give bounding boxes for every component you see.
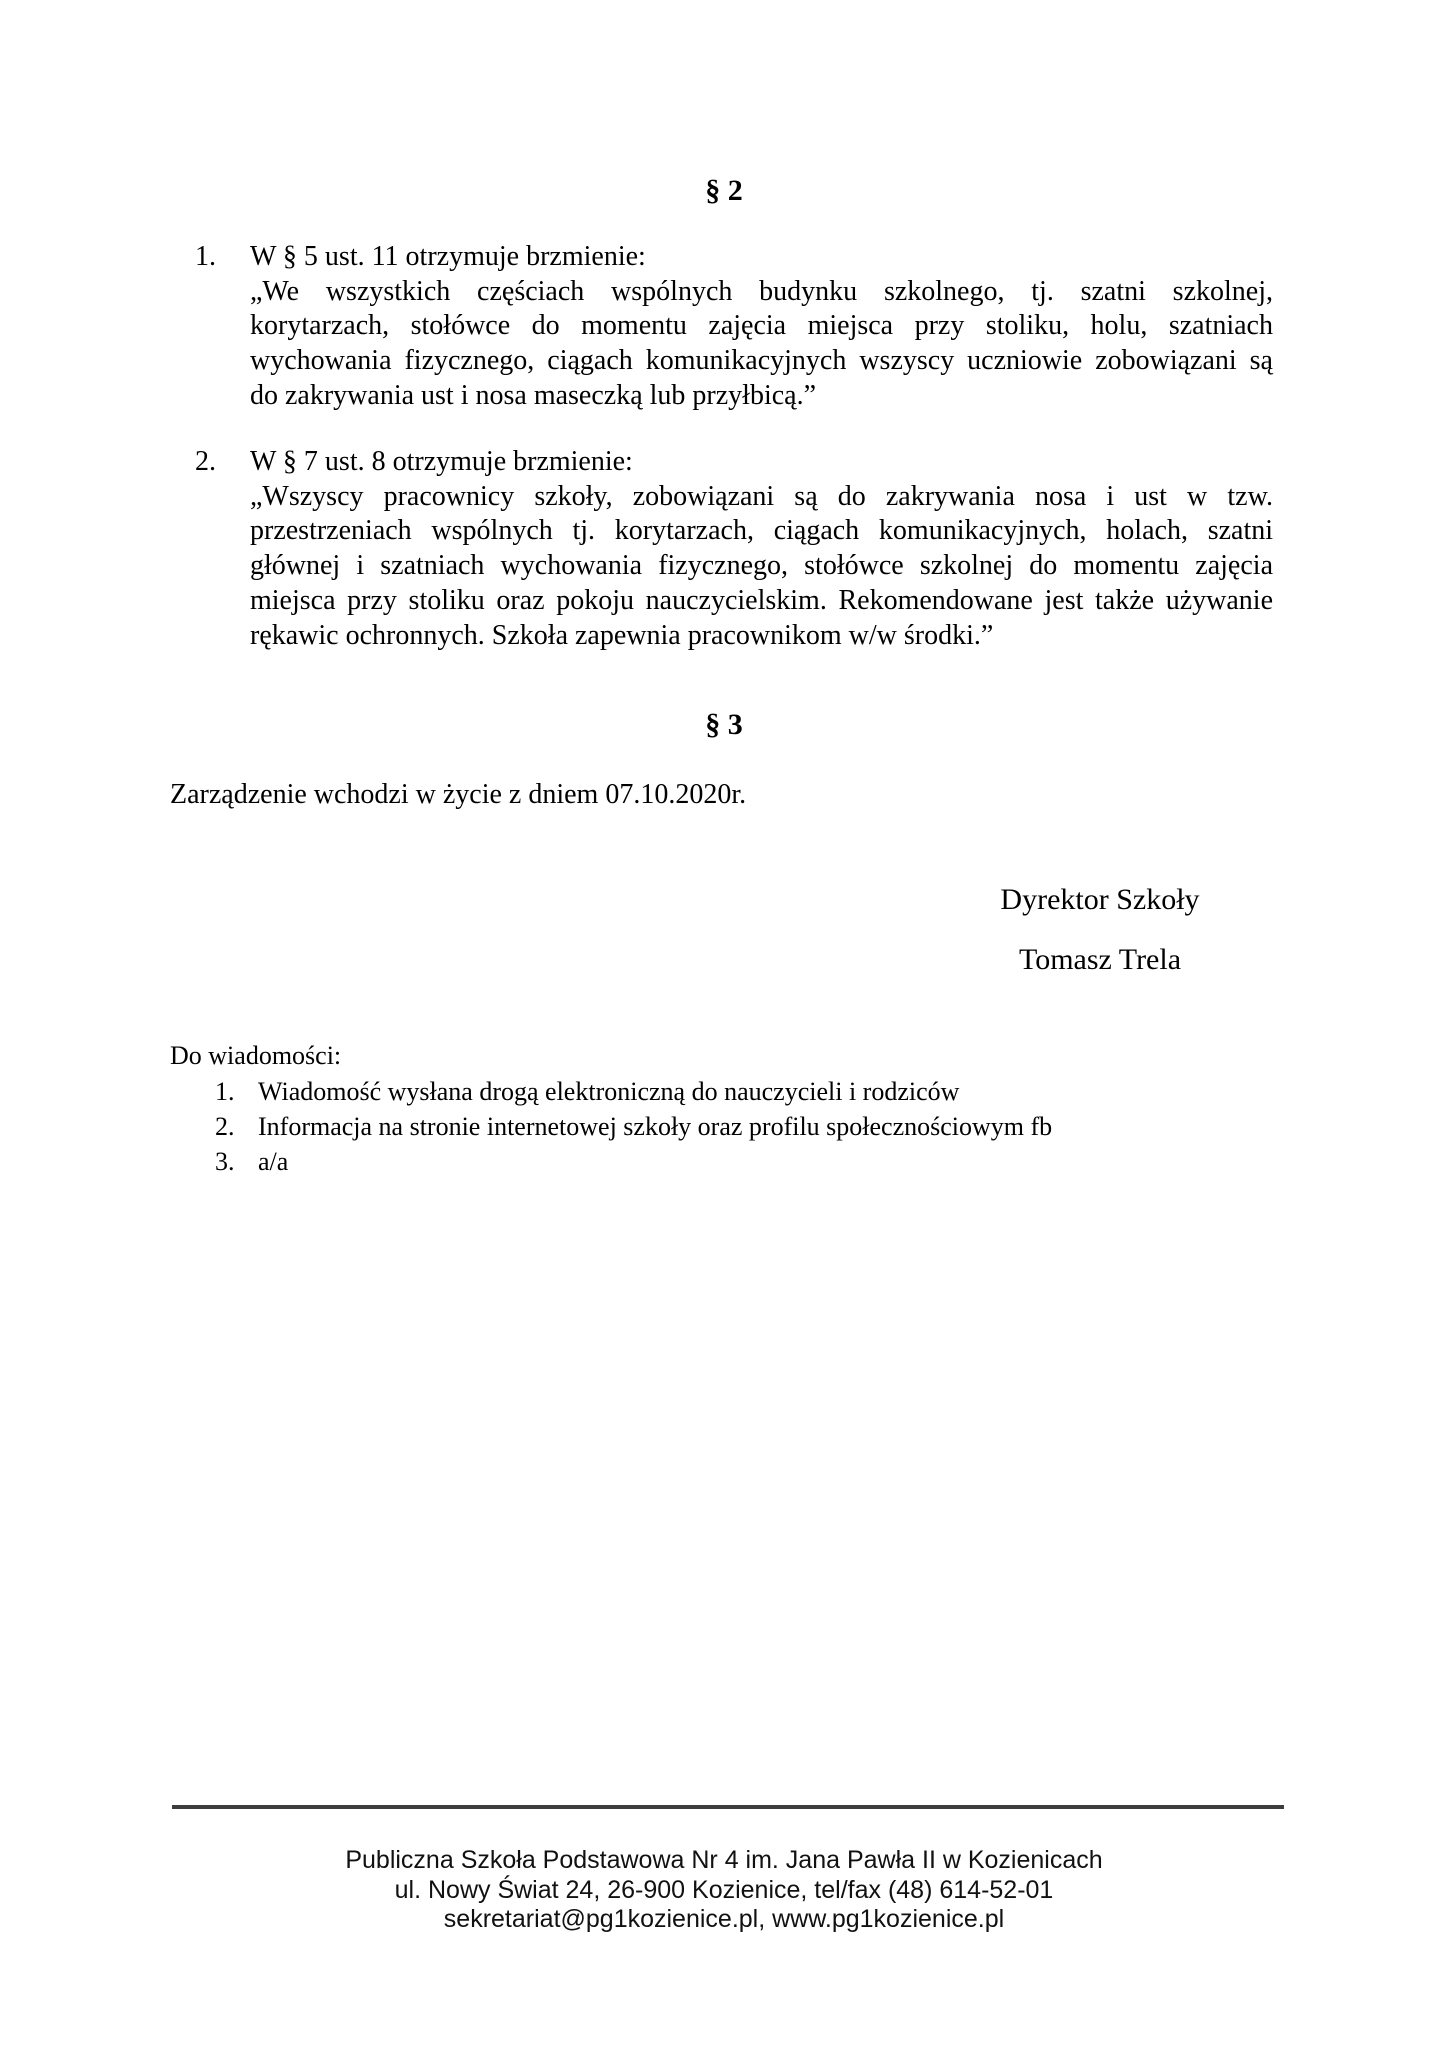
distribution-item-3-text: a/a — [258, 1147, 289, 1176]
item-2-quote-line: rękawic ochronnych. Szkoła zapewnia pracownikom w/w środki.” — [250, 619, 994, 651]
footer — [0, 1846, 1448, 1935]
distribution-label: Do wiadomości: — [170, 1041, 342, 1070]
item-2-lead: W § 7 ust. 8 otrzymuje brzmienie: — [250, 446, 633, 477]
item-2-quote-line: przestrzeniach wspólnych tj. korytarzach, ciągach komunikacyjnych, holach, szatni — [250, 515, 1273, 547]
item-2-number: 2. — [195, 446, 216, 477]
footer-address-phone: ul. Nowy Świat 24, 26-900 Kozienice, tel/fax (48) 614-52-01 — [394, 1875, 1054, 1904]
distribution-item-1-number: 1. — [215, 1077, 235, 1106]
distribution-item-2-text: Informacja na stronie internetowej szkoły oraz profilu społecznościowym fb — [258, 1112, 1053, 1141]
item-1-quote-line: wychowania fizycznego, ciągach komunikacyjnych wszyscy uczniowie zobowiązani są — [250, 345, 1273, 377]
item-2-body — [250, 445, 1273, 653]
item-1-quote-line: do zakrywania ust i nosa maseczką lub przyłbicą.” — [250, 379, 817, 411]
item-2-quote-line: „Wszyscy pracownicy szkoły, zobowiązani są do zakrywania nosa i ust w tzw. — [250, 480, 1273, 512]
item-1-lead: W § 5 ust. 11 otrzymuje brzmienie: — [250, 241, 646, 272]
item-1-body — [250, 240, 1273, 414]
distribution-item-3-number: 3. — [215, 1147, 235, 1176]
distribution-item-1-text: Wiadomość wysłana drogą elektroniczną do nauczycieli i rodziców — [258, 1077, 960, 1106]
section-2-heading: § 2 — [705, 174, 743, 207]
effective-date-statement: Zarządzenie wchodzi w życie z dniem 07.10.2020r. — [170, 779, 747, 810]
item-1-quote-line: „We wszystkich częściach wspólnych budynku szkolnego, tj. szatni szkolnej, — [250, 275, 1273, 307]
signer-title: Dyrektor Szkoły — [1000, 883, 1200, 916]
distribution-item-2-number: 2. — [215, 1112, 235, 1141]
signer-name: Tomasz Trela — [1018, 943, 1182, 976]
footer-school-name: Publiczna Szkoła Podstawowa Nr 4 im. Jana Pawła II w Kozienicach — [345, 1846, 1103, 1874]
footer-email-website: sekretariat@pg1kozienice.pl, www.pg1kozienice.pl — [443, 1905, 1005, 1933]
footer-divider-line — [172, 1805, 1284, 1809]
section-3-heading: § 3 — [705, 708, 743, 741]
signature-block — [945, 883, 1255, 977]
item-2-quote-line: głównej i szatniach wychowania fizycznego, stołówce szkolnej do momentu zajęcia — [250, 550, 1273, 582]
item-1-number: 1. — [195, 241, 216, 272]
item-1-quote-line: korytarzach, stołówce do momentu zajęcia miejsca przy stoliku, holu, szatniach — [250, 310, 1273, 342]
item-2-quote-line: miejsca przy stoliku oraz pokoju nauczycielskim. Rekomendowane jest także używanie — [250, 584, 1273, 616]
